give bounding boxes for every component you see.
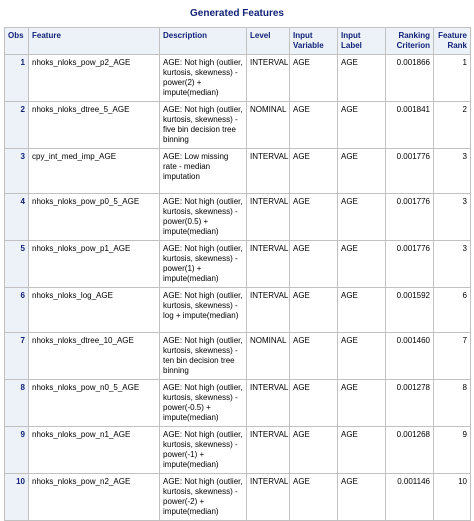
cell-input-label: AGE xyxy=(338,55,386,102)
table-row xyxy=(5,102,471,149)
cell-input-variable: AGE xyxy=(290,102,338,149)
cell-feature-rank: 3 xyxy=(434,194,471,241)
cell-feature: nhoks_nloks_dtree_10_AGE xyxy=(29,333,160,380)
cell-obs: 6 xyxy=(5,288,29,333)
cell-level: NOMINAL xyxy=(247,102,290,149)
cell-description: AGE: Not high (outlier, kurtosis, skewness) - power(-1) + impute(median) xyxy=(160,427,247,474)
table-row xyxy=(5,149,471,194)
cell-ranking-criterion: 0.001866 xyxy=(386,55,434,102)
table-row xyxy=(5,55,471,102)
cell-ranking-criterion: 0.001278 xyxy=(386,380,434,427)
table-row xyxy=(5,427,471,474)
cell-description: AGE: Not high (outlier, kurtosis, skewness) - log + impute(median) xyxy=(160,288,247,333)
cell-obs: 8 xyxy=(5,380,29,427)
cell-input-label: AGE xyxy=(338,102,386,149)
cell-obs: 2 xyxy=(5,102,29,149)
cell-feature-rank: 9 xyxy=(434,427,471,474)
cell-description: AGE: Not high (outlier, kurtosis, skewness) - power(0.5) + impute(median) xyxy=(160,194,247,241)
cell-obs: 1 xyxy=(5,55,29,102)
cell-input-label: AGE xyxy=(338,241,386,288)
cell-description: AGE: Not high (outlier, kurtosis, skewness) - ten bin decision tree binning xyxy=(160,333,247,380)
cell-ranking-criterion: 0.001776 xyxy=(386,194,434,241)
cell-feature: nhoks_nloks_log_AGE xyxy=(29,288,160,333)
cell-level: INTERVAL xyxy=(247,241,290,288)
cell-ranking-criterion: 0.001776 xyxy=(386,149,434,194)
cell-ranking-criterion: 0.001268 xyxy=(386,427,434,474)
cell-obs: 9 xyxy=(5,427,29,474)
cell-feature-rank: 1 xyxy=(434,55,471,102)
column-header-input-variable: Input Variable xyxy=(290,28,338,55)
table-row xyxy=(5,241,471,288)
cell-input-variable: AGE xyxy=(290,427,338,474)
cell-input-variable: AGE xyxy=(290,474,338,521)
cell-level: INTERVAL xyxy=(247,427,290,474)
cell-input-variable: AGE xyxy=(290,333,338,380)
cell-feature-rank: 7 xyxy=(434,333,471,380)
cell-input-label: AGE xyxy=(338,288,386,333)
cell-feature-rank: 3 xyxy=(434,241,471,288)
cell-ranking-criterion: 0.001592 xyxy=(386,288,434,333)
cell-obs: 3 xyxy=(5,149,29,194)
cell-level: INTERVAL xyxy=(247,149,290,194)
cell-input-variable: AGE xyxy=(290,288,338,333)
cell-feature-rank: 6 xyxy=(434,288,471,333)
cell-description: AGE: Not high (outlier, kurtosis, skewness) - power(-0.5) + impute(median) xyxy=(160,380,247,427)
cell-input-variable: AGE xyxy=(290,55,338,102)
column-header-level: Level xyxy=(247,28,290,55)
cell-description: AGE: Not high (outlier, kurtosis, skewness) - power(2) + impute(median) xyxy=(160,55,247,102)
cell-level: INTERVAL xyxy=(247,474,290,521)
cell-level: INTERVAL xyxy=(247,288,290,333)
column-header-ranking-criterion: Ranking Criterion xyxy=(386,28,434,55)
cell-feature: nhoks_nloks_pow_p0_5_AGE xyxy=(29,194,160,241)
column-header-feature-rank: Feature Rank xyxy=(434,28,471,55)
cell-feature-rank: 2 xyxy=(434,102,471,149)
cell-input-variable: AGE xyxy=(290,194,338,241)
cell-input-label: AGE xyxy=(338,380,386,427)
cell-input-label: AGE xyxy=(338,149,386,194)
cell-description: AGE: Not high (outlier, kurtosis, skewness) - power(-2) + impute(median) xyxy=(160,474,247,521)
table-row xyxy=(5,380,471,427)
cell-level: INTERVAL xyxy=(247,194,290,241)
cell-feature: nhoks_nloks_pow_n2_AGE xyxy=(29,474,160,521)
table-title: Generated Features xyxy=(190,8,284,19)
cell-obs: 10 xyxy=(5,474,29,521)
column-header-description: Description xyxy=(160,28,247,55)
generated-features-table xyxy=(4,27,471,521)
cell-level: NOMINAL xyxy=(247,333,290,380)
cell-feature: nhoks_nloks_pow_n1_AGE xyxy=(29,427,160,474)
cell-description: AGE: Not high (outlier, kurtosis, skewness) - five bin decision tree binning xyxy=(160,102,247,149)
column-header-feature: Feature xyxy=(29,28,160,55)
cell-feature-rank: 8 xyxy=(434,380,471,427)
cell-feature: nhoks_nloks_pow_n0_5_AGE xyxy=(29,380,160,427)
cell-feature-rank: 3 xyxy=(434,149,471,194)
cell-input-label: AGE xyxy=(338,194,386,241)
cell-obs: 7 xyxy=(5,333,29,380)
cell-input-label: AGE xyxy=(338,474,386,521)
cell-ranking-criterion: 0.001841 xyxy=(386,102,434,149)
cell-input-variable: AGE xyxy=(290,149,338,194)
cell-input-label: AGE xyxy=(338,427,386,474)
cell-feature: nhoks_nloks_pow_p1_AGE xyxy=(29,241,160,288)
cell-input-variable: AGE xyxy=(290,241,338,288)
cell-level: INTERVAL xyxy=(247,380,290,427)
cell-ranking-criterion: 0.001460 xyxy=(386,333,434,380)
column-header-input-label: Input Label xyxy=(338,28,386,55)
cell-obs: 4 xyxy=(5,194,29,241)
column-header-obs: Obs xyxy=(5,28,29,55)
cell-feature: nhoks_nloks_pow_p2_AGE xyxy=(29,55,160,102)
table-row xyxy=(5,194,471,241)
cell-ranking-criterion: 0.001146 xyxy=(386,474,434,521)
table-row xyxy=(5,333,471,380)
header-row xyxy=(5,28,471,55)
cell-ranking-criterion: 0.001776 xyxy=(386,241,434,288)
cell-level: INTERVAL xyxy=(247,55,290,102)
table-row xyxy=(5,288,471,333)
table-row xyxy=(5,474,471,521)
cell-feature: nhoks_nloks_dtree_5_AGE xyxy=(29,102,160,149)
cell-feature: cpy_int_med_imp_AGE xyxy=(29,149,160,194)
cell-feature-rank: 10 xyxy=(434,474,471,521)
cell-obs: 5 xyxy=(5,241,29,288)
cell-description: AGE: Low missing rate - median imputation xyxy=(160,149,247,194)
cell-input-label: AGE xyxy=(338,333,386,380)
cell-description: AGE: Not high (outlier, kurtosis, skewness) - power(1) + impute(median) xyxy=(160,241,247,288)
cell-input-variable: AGE xyxy=(290,380,338,427)
